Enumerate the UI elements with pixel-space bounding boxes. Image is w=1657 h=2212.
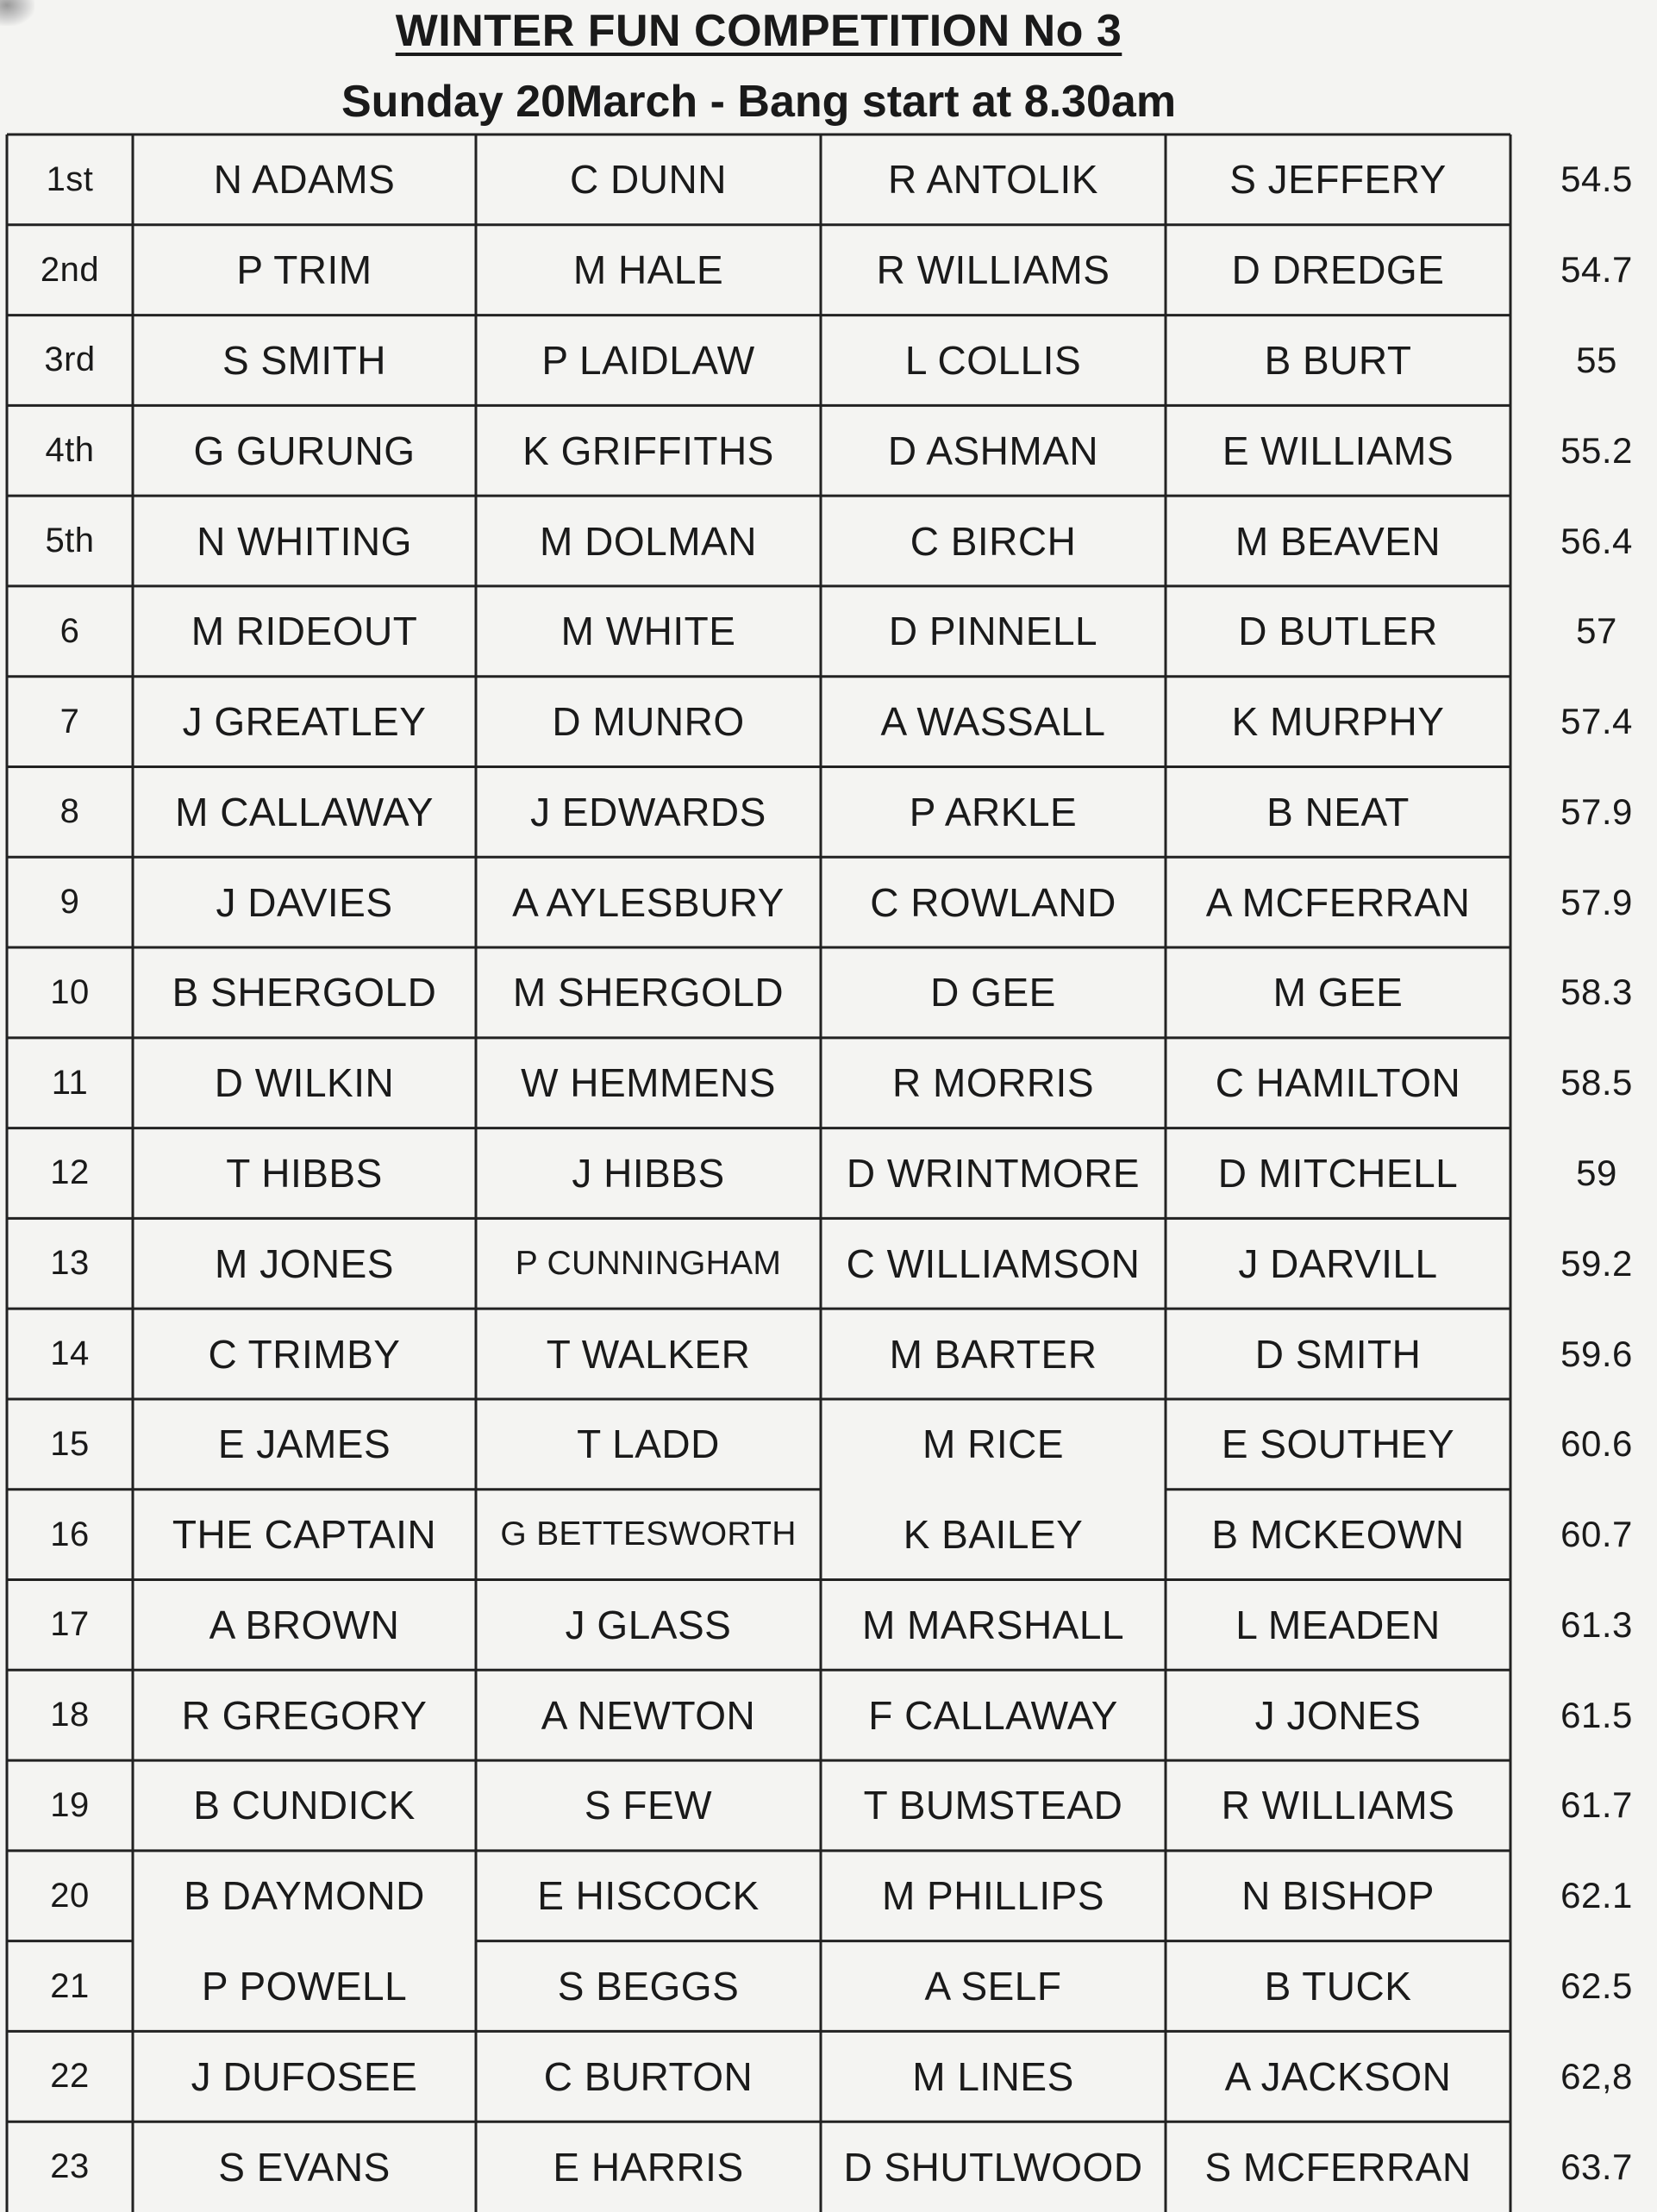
player-name-cell: A MCFERRAN <box>1205 879 1471 925</box>
position-cell: 8 <box>59 792 80 831</box>
player-name-cell: S SMITH <box>222 337 387 383</box>
player-name-cell: N WHITING <box>197 518 412 564</box>
player-name-cell: K MURPHY <box>1231 699 1445 745</box>
position-cell: 10 <box>50 972 90 1011</box>
player-name-cell: M LINES <box>912 2053 1074 2099</box>
position-cell: 3rd <box>44 341 96 379</box>
player-name-cell: D PINNELL <box>888 609 1098 654</box>
player-name-cell: E HARRIS <box>553 2144 744 2190</box>
player-name-cell: G BETTESWORTH <box>500 1515 797 1553</box>
player-name-cell: S BEGGS <box>557 1964 740 2009</box>
player-name-cell: A WASSALL <box>880 699 1106 745</box>
player-name-cell: T LADD <box>577 1422 720 1467</box>
player-name-cell: D MITCHELL <box>1217 1150 1459 1196</box>
player-name-cell: D WRINTMORE <box>846 1150 1141 1196</box>
player-name-cell: D SMITH <box>1254 1331 1422 1377</box>
player-name-cell: C DUNN <box>570 157 727 203</box>
position-cell: 20 <box>50 1876 90 1915</box>
position-cell: 7 <box>59 702 80 740</box>
player-name-cell: D BUTLER <box>1238 609 1438 654</box>
player-name-cell: C TRIMBY <box>208 1331 401 1377</box>
player-name-cell: S JEFFERY <box>1229 157 1447 203</box>
player-name-cell: R WILLIAMS <box>1221 1783 1455 1828</box>
player-name-cell: T HIBBS <box>226 1150 383 1196</box>
player-name-cell: M MARSHALL <box>861 1602 1125 1647</box>
player-name-cell: M RIDEOUT <box>191 609 418 654</box>
score-cell: 57.9 <box>1560 881 1633 922</box>
player-name-cell: S EVANS <box>218 2144 391 2190</box>
position-cell: 16 <box>50 1515 90 1553</box>
player-name-cell: A BROWN <box>209 1602 400 1647</box>
player-name-cell: E WILLIAMS <box>1222 428 1454 473</box>
player-name-cell: B NEAT <box>1266 789 1410 834</box>
score-cell: 57 <box>1576 610 1617 652</box>
player-name-cell: E JAMES <box>217 1422 391 1467</box>
player-name-cell: A JACKSON <box>1224 2053 1452 2099</box>
player-name-cell: K BAILEY <box>903 1512 1084 1558</box>
page-title: WINTER FUN COMPETITION No 3 <box>395 6 1122 56</box>
score-cell: 58.5 <box>1560 1062 1633 1103</box>
score-cell: 61.3 <box>1560 1603 1633 1645</box>
player-name-cell: J GREATLEY <box>182 699 427 745</box>
player-name-cell: B SHERGOLD <box>172 970 437 1015</box>
player-name-cell: N BISHOP <box>1241 1873 1435 1919</box>
position-cell: 23 <box>50 2147 90 2186</box>
position-cell: 19 <box>50 1785 90 1824</box>
player-name-cell: J DARVILL <box>1238 1240 1438 1286</box>
score-cell: 58.3 <box>1560 972 1633 1013</box>
player-name-cell: D GEE <box>930 970 1056 1015</box>
position-cell: 4th <box>45 431 95 470</box>
player-name-cell: A AYLESBURY <box>512 879 785 925</box>
position-cell: 17 <box>50 1605 90 1644</box>
score-cell: 59.2 <box>1560 1242 1633 1284</box>
position-cell: 9 <box>59 883 80 922</box>
player-name-cell: M BARTER <box>889 1331 1097 1377</box>
player-name-cell: T WALKER <box>546 1331 751 1377</box>
position-cell: 13 <box>50 1244 90 1283</box>
score-cell: 61.5 <box>1560 1694 1633 1735</box>
player-name-cell: J JONES <box>1254 1692 1422 1738</box>
score-cell: 62.5 <box>1560 1965 1633 2007</box>
score-cell: 62.1 <box>1560 1875 1633 1916</box>
player-name-cell: A SELF <box>924 1964 1062 2009</box>
player-name-cell: L COLLIS <box>904 337 1082 383</box>
player-name-cell: THE CAPTAIN <box>172 1512 437 1558</box>
player-name-cell: J GLASS <box>565 1602 732 1647</box>
score-cell: 59 <box>1576 1152 1617 1193</box>
score-cell: 60.6 <box>1560 1423 1633 1465</box>
player-name-cell: G GURUNG <box>193 428 416 473</box>
position-cell: 18 <box>50 1696 90 1734</box>
player-name-cell: E SOUTHEY <box>1221 1422 1455 1467</box>
player-name-cell: D SHUTLWOOD <box>843 2144 1143 2190</box>
player-name-cell: M JONES <box>215 1240 394 1286</box>
player-name-cell: P CUNNINGHAM <box>515 1244 782 1282</box>
position-cell: 6 <box>59 611 80 650</box>
position-cell: 15 <box>50 1424 90 1463</box>
player-name-cell: J EDWARDS <box>530 789 766 834</box>
position-cell: 1st <box>46 159 94 198</box>
player-name-cell: L MEADEN <box>1235 1602 1441 1647</box>
player-name-cell: M BEAVEN <box>1235 518 1441 564</box>
score-cell: 57.9 <box>1560 790 1633 832</box>
position-cell: 22 <box>50 2057 90 2096</box>
player-name-cell: R ANTOLIK <box>888 157 1098 203</box>
player-name-cell: B MCKEOWN <box>1211 1512 1465 1558</box>
player-name-cell: M HALE <box>572 247 724 293</box>
score-cell: 55 <box>1576 339 1617 380</box>
position-cell: 2nd <box>40 250 100 289</box>
player-name-cell: D ASHMAN <box>887 428 1099 473</box>
player-name-cell: M SHERGOLD <box>512 970 785 1015</box>
position-cell: 12 <box>50 1153 90 1192</box>
player-name-cell: D MUNRO <box>552 699 745 745</box>
player-name-cell: M DOLMAN <box>540 518 757 564</box>
player-name-cell: P ARKLE <box>909 789 1078 834</box>
player-name-cell: S MCFERRAN <box>1204 2144 1472 2190</box>
player-name-cell: B TUCK <box>1264 1964 1412 2009</box>
player-name-cell: C ROWLAND <box>870 879 1116 925</box>
position-cell: 5th <box>45 522 95 560</box>
score-cell: 63.7 <box>1560 2146 1633 2187</box>
player-name-cell: C BIRCH <box>910 518 1077 564</box>
player-name-cell: D WILKIN <box>214 1060 395 1106</box>
player-name-cell: C WILLIAMSON <box>846 1240 1141 1286</box>
player-name-cell: S FEW <box>584 1783 713 1828</box>
player-name-cell: W HEMMENS <box>521 1060 776 1106</box>
player-name-cell: N ADAMS <box>213 157 396 203</box>
player-name-cell: M CALLAWAY <box>175 789 434 834</box>
player-name-cell: J DUFOSEE <box>191 2053 418 2099</box>
player-name-cell: T BUMSTEAD <box>863 1783 1123 1828</box>
player-name-cell: D DREDGE <box>1231 247 1445 293</box>
player-name-cell: R WILLIAMS <box>876 247 1110 293</box>
position-cell: 14 <box>50 1334 90 1373</box>
player-name-cell: C HAMILTON <box>1215 1060 1461 1106</box>
player-name-cell: P TRIM <box>236 247 372 293</box>
player-name-cell: B DAYMOND <box>184 1873 425 1919</box>
score-cell: 57.4 <box>1560 701 1633 742</box>
position-cell: 11 <box>51 1063 89 1102</box>
player-name-cell: P POWELL <box>201 1964 408 2009</box>
player-name-cell: A NEWTON <box>541 1692 756 1738</box>
score-cell: 59.6 <box>1560 1333 1633 1374</box>
score-cell: 55.2 <box>1560 429 1633 471</box>
score-cell: 61.7 <box>1560 1784 1633 1826</box>
player-name-cell: R GREGORY <box>181 1692 428 1738</box>
score-cell: 60.7 <box>1560 1514 1633 1555</box>
page-subtitle: Sunday 20March - Bang start at 8.30am <box>341 77 1177 127</box>
player-name-cell: K GRIFFITHS <box>522 428 774 473</box>
score-cell: 54.5 <box>1560 159 1633 200</box>
player-name-cell: E HISCOCK <box>537 1873 760 1919</box>
position-cell: 21 <box>50 1966 90 2005</box>
score-cell: 56.4 <box>1560 520 1633 561</box>
player-name-cell: M GEE <box>1272 970 1404 1015</box>
player-name-cell: J DAVIES <box>216 879 393 925</box>
player-name-cell: R MORRIS <box>892 1060 1094 1106</box>
score-cell: 54.7 <box>1560 249 1633 291</box>
player-name-cell: J HIBBS <box>572 1150 725 1196</box>
player-name-cell: M RICE <box>922 1422 1064 1467</box>
score-cell: 62,8 <box>1560 2055 1633 2096</box>
player-name-cell: B BURT <box>1264 337 1412 383</box>
player-name-cell: B CUNDICK <box>193 1783 416 1828</box>
player-name-cell: M PHILLIPS <box>881 1873 1105 1919</box>
player-name-cell: C BURTON <box>543 2053 753 2099</box>
player-name-cell: P LAIDLAW <box>541 337 755 383</box>
player-name-cell: F CALLAWAY <box>868 1692 1118 1738</box>
player-name-cell: M WHITE <box>560 609 736 654</box>
